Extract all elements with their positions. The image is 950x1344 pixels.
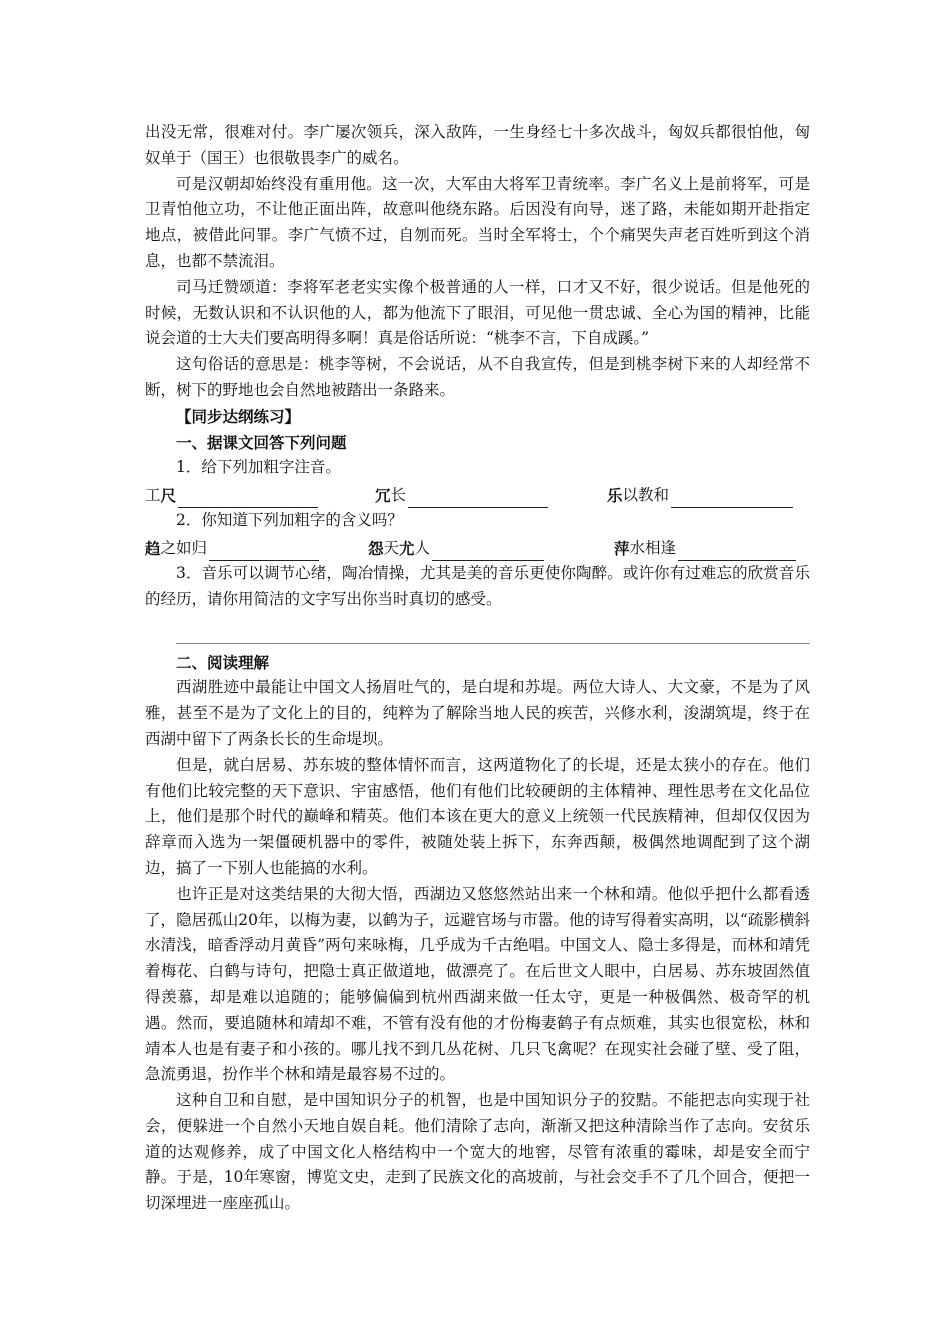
reading-paragraph-4: 这种自卫和自慰，是中国知识分子的机智，也是中国知识分子的狡黠。不能把志向实现于社会，便躲进一个自然小天地自娱自耗。他们清除了志向，渐渐又把这种清除当作了志向。安贫乐道的达观修养，成了中国文化人格结构中一个宽大的地窖，尽管有浓重的霉味，却是安全而宁静。于是，10年寒窗，博览文史，走到了民族文化的高坡前，与社会交手不了几个回合，便把一切深埋进一座座孤山。	[145, 1091, 810, 1213]
question-3-answer-line[interactable]	[176, 613, 810, 644]
q2-item-2-mid: 天	[383, 538, 400, 557]
q1-item-2	[375, 483, 607, 508]
q2-item-2-post: 人	[414, 538, 431, 557]
question-3: 3．音乐可以调节心绪，陶冶情操，尤其是美的音乐更使你陶醉。或许你有过难忘的欣赏音乐的经历，请你用简洁的文字写出你当时真切的感受。	[145, 563, 810, 608]
q1-item-1-bold-char: 尺	[160, 486, 177, 506]
q1-item-3	[607, 483, 793, 508]
q2-item-3-blank[interactable]	[678, 542, 796, 561]
q2-item-1-blank[interactable]	[209, 542, 319, 561]
reading-paragraph-3: 也许正是对这类结果的大彻大悟，西湖边又悠悠然站出来一个林和靖。他似乎把什么都看透了，隐居孤山20年，以梅为妻，以鹤为子，远避官场与市嚣。他的诗写得着实高明，以“疏影横斜水清浅，暗香浮动月黄昏”两句来咏梅，几乎成为千古绝唱。中国文人、隐士多得是，而林和靖凭着梅花、白鹤与诗句，把隐士真正做道地，做漂亮了。在后世文人眼中，白居易、苏东坡固然值得羡慕，却是难以追随的；能够偏偏到杭州西湖来做一任太守，更是一种极偶然、极奇罕的机遇。然而，要追随林和靖却不难，不管有没有他的才份梅妻鹤子有点烦难，其实也很宽松，林和靖本人也是有妻子和小孩的。哪儿找不到几丛花树、几只飞禽呢？在现实社会碰了壁、受了阻，急流勇退，扮作半个林和靖是最容易不过的。	[145, 884, 810, 1084]
reading-paragraph-1: 西湖胜迹中最能让中国文人扬眉吐气的，是白堤和苏堤。两位大诗人、大文豪，不是为了风雅，甚至不是为了文化上的目的，纯粹为了解除当地人民的疾苦，兴修水利，浚湖筑堤，终于在西湖中留下了两条长长的生命堤坝。	[145, 678, 810, 748]
exercise-title: 【同步达纲练习】	[176, 406, 301, 426]
story-paragraph-1: 出没无常，很难对付。李广屡次领兵，深入敌阵，一生身经七十多次战斗，匈奴兵都很怕他，匈奴单于（国王）也很敬畏李广的威名。	[145, 123, 810, 167]
question-1-fill-row	[145, 481, 810, 508]
q2-item-1	[145, 536, 368, 561]
q1-item-2-blank[interactable]	[408, 489, 548, 508]
reading-paragraph-2: 但是，就白居易、苏东坡的整体情怀而言，这两道物化了的长堤，还是太狭小的存在。他们有他们比较完整的天下意识、宇宙感悟，他们有他们比较硬朗的主体精神、理性思考在文化品位上，他们是那个时代的巅峰和精英。他们本该在更大的意义上统领一代民族精神，但却仅仅因为辞章而入选为一架僵硬机器中的零件，被随处装上拆下，东奔西颠，极偶然地调配到了这个湖边，搞了一下别人也能搞的水利。	[145, 755, 810, 877]
story-paragraph-4: 这句俗话的意思是：桃李等树，不会说话，从不自我宣传，但是到桃李树下来的人却经常不断，树下的野地也会自然地被踏出一条路来。	[145, 355, 810, 399]
q1-item-2-bold-char: 冗	[375, 486, 391, 506]
q1-item-1-blank[interactable]	[178, 489, 318, 508]
q1-item-3-bold-char: 乐	[607, 486, 623, 506]
section-1-heading: 一、据课文回答下列问题	[176, 432, 347, 452]
q1-item-2-post: 长	[390, 486, 407, 505]
section-2-heading: 二、阅读理解	[176, 652, 270, 672]
q1-item-3-blank[interactable]	[671, 489, 793, 508]
q2-item-1-bold-char: 趋	[145, 538, 161, 558]
q2-item-2-blank[interactable]	[432, 542, 544, 561]
question-2: 2．你知道下列加粗字的含义吗？	[176, 511, 403, 530]
q2-item-2-bold-char-1: 怨	[368, 538, 384, 558]
q1-item-1-pre: 工	[145, 486, 161, 505]
content-column	[145, 120, 810, 1217]
q2-item-2-bold-char-2: 尤	[399, 538, 415, 558]
q2-item-3-rest: 水相逢	[629, 538, 677, 557]
q2-item-3	[614, 536, 796, 561]
q2-item-2	[368, 536, 614, 561]
q2-item-1-rest: 之如归	[160, 538, 208, 557]
question-2-fill-row	[145, 534, 810, 561]
q2-item-3-bold-char: 萍	[614, 538, 630, 558]
q1-item-3-post: 以教和	[622, 486, 670, 505]
question-1: 1．给下列加粗字注音。	[176, 458, 341, 477]
q1-item-1	[145, 483, 375, 508]
story-paragraph-3: 司马迁赞颂道：李将军老老实实像个极普通的人一样，口才又不好，很少说话。但是他死的时候，无数认识和不认识他的人，都为他流下了眼泪，可见他一贯忠诚、全心为国的精神，比能说会道的士大夫们要高明得多啊！真是俗话所说：“桃李不言，下自成蹊。”	[145, 277, 810, 348]
story-paragraph-2: 可是汉朝却始终没有重用他。这一次，大军由大将军卫青统率。李广名义上是前将军，可是卫青怕他立功，不让他正面出阵，故意叫他绕东路。后因没有向导，迷了路，未能如期开赴指定地点，被借此问罪。李广气愤不过，自刎而死。当时全军将士，个个痛哭失声老百姓听到这个消息，也都不禁流泪。	[145, 174, 810, 270]
